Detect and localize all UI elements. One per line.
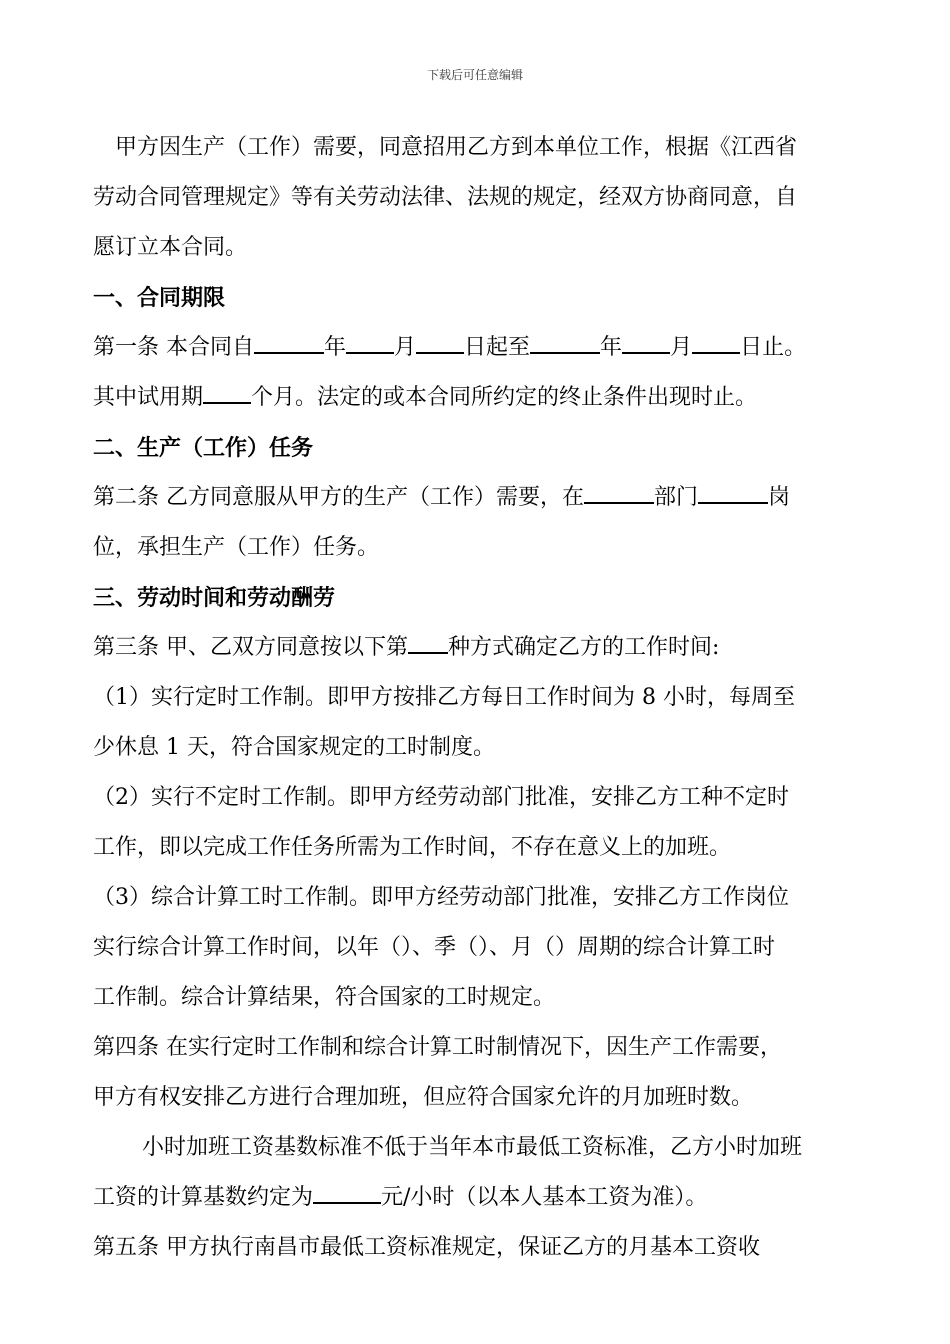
clause-line: [93, 1233, 760, 1263]
text: 岗: [768, 485, 791, 510]
blank-field[interactable]: [622, 334, 670, 354]
text: 月: [670, 335, 693, 360]
text: （2）实行不定时工作制。即甲方经劳动部门批准，安排乙方工种不定时: [93, 785, 789, 810]
text: 日起至: [464, 335, 531, 360]
section-heading: [93, 583, 335, 613]
clause-line: [93, 833, 731, 863]
clause-line: [93, 1083, 753, 1113]
text: 第一条 本合同自: [93, 335, 254, 360]
text: 小时加班工资基数标准不低于当年本市最低工资标准，乙方小时加班: [142, 1135, 803, 1160]
text: 愿订立本合同。: [93, 235, 248, 260]
clause-line: [93, 1033, 782, 1063]
clause-line: [93, 533, 379, 563]
section-heading: [93, 433, 313, 463]
text: 甲方因生产（工作）需要，同意招用乙方到本单位工作，根据《江西省: [115, 135, 798, 160]
blank-field[interactable]: [313, 1184, 381, 1204]
text: 其中试用期: [93, 385, 204, 410]
blank-field[interactable]: [408, 634, 448, 654]
paragraph-line: [93, 183, 797, 213]
clause-line: [93, 483, 790, 513]
text: 第五条 甲方执行南昌市最低工资标准规定，保证乙方的月基本工资收: [93, 1235, 760, 1260]
paragraph-line: [115, 133, 797, 163]
text: 三、劳动时间和劳动酬劳: [93, 585, 336, 611]
blank-field[interactable]: [203, 384, 251, 404]
text: 第四条 在实行定时工作制和综合计算工时制情况下，因生产工作需要，: [93, 1035, 782, 1060]
paragraph-line: [93, 233, 247, 263]
text: 实行综合计算工作时间，以年（）、季（）、月（）周期的综合计算工时: [93, 935, 776, 960]
text: 甲方有权安排乙方进行合理加班，但应符合国家允许的月加班时数。: [93, 1085, 754, 1110]
text: 种方式确定乙方的工作时间:: [448, 635, 720, 660]
clause-line: [93, 383, 757, 413]
clause-line: [93, 983, 555, 1013]
blank-field[interactable]: [692, 334, 740, 354]
text: 工资的计算基数约定为: [93, 1185, 314, 1210]
text: 年: [324, 335, 347, 360]
text: 年: [600, 335, 623, 360]
clause-line: [93, 633, 719, 663]
text: （3）综合计算工时工作制。即甲方经劳动部门批准，安排乙方工作岗位: [93, 885, 789, 910]
text: 一、合同期限: [93, 285, 226, 311]
blank-field[interactable]: [254, 334, 324, 354]
clause-line: [93, 783, 789, 813]
blank-field[interactable]: [416, 334, 464, 354]
blank-field[interactable]: [584, 484, 654, 504]
text: 部门: [654, 485, 699, 510]
section-heading: [93, 283, 225, 313]
blank-field[interactable]: [698, 484, 768, 504]
text: 工作制。综合计算结果，符合国家的工时规定。: [93, 985, 556, 1010]
text: 二、生产（工作）任务: [93, 435, 314, 461]
text: 位，承担生产（工作）任务。: [93, 535, 380, 560]
clause-line: [93, 333, 806, 363]
text: 日止。: [740, 335, 807, 360]
clause-line: [93, 1183, 707, 1213]
clause-line: [93, 933, 775, 963]
clause-line: [142, 1133, 802, 1163]
text: 月: [394, 335, 417, 360]
text: 第二条 乙方同意服从甲方的生产（工作）需要，在: [93, 485, 584, 510]
clause-line: [93, 883, 789, 913]
text: 少休息 1 天，符合国家规定的工时制度。: [93, 735, 495, 760]
text: 工作，即以完成工作任务所需为工作时间，不存在意义上的加班。: [93, 835, 732, 860]
text: （1）实行定时工作制。即甲方按排乙方每日工作时间为 8 小时，每周至: [93, 685, 795, 710]
blank-field[interactable]: [530, 334, 600, 354]
text: 元/小时（以本人基本工资为准）。: [381, 1185, 708, 1210]
clause-line: [93, 683, 795, 713]
text: 第三条 甲、乙双方同意按以下第: [93, 635, 408, 660]
page-header: 下载后可任意编辑: [426, 68, 523, 82]
clause-line: [93, 733, 495, 763]
text: 个月。法定的或本合同所约定的终止条件出现时止。: [251, 385, 758, 410]
blank-field[interactable]: [346, 334, 394, 354]
text: 劳动合同管理规定》等有关劳动法律、法规的规定，经双方协商同意，自: [93, 185, 798, 210]
